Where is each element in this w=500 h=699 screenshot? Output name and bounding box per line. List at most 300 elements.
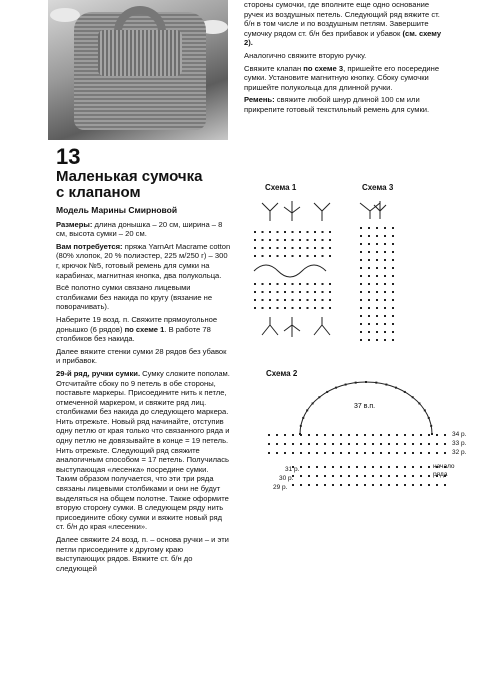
stitch-mark [308, 475, 310, 477]
materials-label: Вам потребуется: [56, 241, 123, 251]
stitch-mark [388, 434, 390, 436]
stitch-mark [292, 255, 294, 257]
stitch-mark [428, 452, 430, 454]
stitch-mark [314, 255, 316, 257]
stitch-mark [262, 307, 264, 309]
stitch-mark [277, 283, 279, 285]
stitch-mark [384, 283, 386, 285]
stitch-mark [368, 291, 370, 293]
stitch-mark [412, 452, 414, 454]
stitch-mark [368, 243, 370, 245]
row-label-29: 29 р. [273, 484, 288, 491]
stitch-mark [299, 239, 301, 241]
stitch-mark [360, 243, 362, 245]
stitch-mark [322, 283, 324, 285]
stitch-mark [396, 484, 398, 486]
stitch-mark [292, 231, 294, 233]
stitch-mark [424, 409, 426, 411]
stitch-mark [316, 452, 318, 454]
stitch-mark [262, 291, 264, 293]
stitch-mark [292, 484, 294, 486]
stitch-mark [380, 443, 382, 445]
stitch-mark [308, 443, 310, 445]
stitch-mark [329, 283, 331, 285]
stitch-mark [436, 484, 438, 486]
stitch-mark [364, 466, 366, 468]
stitch-mark [314, 299, 316, 301]
stitch-mark [396, 475, 398, 477]
stitch-mark [420, 466, 422, 468]
stitch-mark [412, 475, 414, 477]
stitch-mark [324, 452, 326, 454]
stitch-mark [299, 247, 301, 249]
row-label-32: 32 р. [452, 449, 467, 456]
bag-handle [114, 6, 166, 32]
stitch-mark [292, 239, 294, 241]
author-line: Модель Марины Смирновой [56, 205, 178, 215]
stitch-mark [269, 247, 271, 249]
stitch-mark [368, 323, 370, 325]
stitch-mark [340, 434, 342, 436]
stitch-mark [356, 452, 358, 454]
stitch-mark [412, 466, 414, 468]
stitch-mark [356, 434, 358, 436]
p2-bold: по схеме 1 [124, 324, 165, 334]
stitch-mark [332, 475, 334, 477]
stitch-mark [368, 227, 370, 229]
stitch-mark [314, 247, 316, 249]
stitch-mark [329, 231, 331, 233]
stitch-mark [292, 434, 294, 436]
stitch-mark [380, 434, 382, 436]
stitch-mark [360, 291, 362, 293]
stitch-mark [376, 259, 378, 261]
stitch-mark [300, 452, 302, 454]
stitch-mark [392, 331, 394, 333]
stitch-mark [345, 384, 347, 386]
stitch-mark [392, 235, 394, 237]
paragraph-strap [244, 95, 444, 114]
stitch-mark [332, 434, 334, 436]
stitch-mark [284, 299, 286, 301]
stitch-mark [314, 231, 316, 233]
stitch-mark [299, 291, 301, 293]
stitch-mark [277, 231, 279, 233]
stitch-mark [368, 275, 370, 277]
stitch-mark [299, 283, 301, 285]
stitch-mark [384, 243, 386, 245]
stitch-mark [360, 227, 362, 229]
stitch-mark [384, 299, 386, 301]
stitch-mark [324, 484, 326, 486]
stitch-mark [322, 307, 324, 309]
stitch-mark [392, 267, 394, 269]
stitch-mark [268, 434, 270, 436]
stitch-mark [384, 315, 386, 317]
stitch-mark [428, 434, 430, 436]
stitch-mark [404, 443, 406, 445]
stitch-mark [292, 307, 294, 309]
stitch-mark [404, 475, 406, 477]
stitch-mark [322, 299, 324, 301]
stitch-mark [364, 443, 366, 445]
strap-label: Ремень: [244, 95, 275, 105]
stitch-mark [384, 291, 386, 293]
stitch-mark [376, 323, 378, 325]
stitch-mark [404, 434, 406, 436]
stitch-mark [262, 283, 264, 285]
stitch-mark [307, 283, 309, 285]
stitch-mark [396, 443, 398, 445]
stitch-mark [329, 255, 331, 257]
stitch-mark [269, 231, 271, 233]
stitch-mark [356, 484, 358, 486]
r3-bold: по схеме 3 [303, 63, 344, 73]
stitch-mark [380, 466, 382, 468]
stitch-mark [314, 239, 316, 241]
stitch-mark [392, 251, 394, 253]
scheme-2-label: Схема 2 [266, 369, 298, 378]
scheme-1-label: Схема 1 [265, 183, 297, 192]
sizes-label: Размеры: [56, 219, 93, 229]
stitch-mark [348, 475, 350, 477]
stitch-mark [268, 452, 270, 454]
stitch-mark [307, 299, 309, 301]
row29-label: 29-й ряд, ручки сумки. [56, 368, 141, 378]
stitch-mark [292, 283, 294, 285]
stitch-mark [284, 255, 286, 257]
stitch-mark [436, 443, 438, 445]
stitch-mark [420, 434, 422, 436]
stitch-mark [322, 255, 324, 257]
row-label-31: 31 р. [285, 466, 300, 473]
stitch-mark [254, 255, 256, 257]
stitch-mark [316, 466, 318, 468]
stitch-mark [372, 443, 374, 445]
stitch-mark [312, 402, 314, 404]
stitch-mark [299, 299, 301, 301]
stitch-mark [376, 283, 378, 285]
stitch-mark [380, 452, 382, 454]
stitch-mark [335, 387, 337, 389]
stitch-mark [428, 466, 430, 468]
stitch-mark [360, 259, 362, 261]
stitch-mark [412, 396, 414, 398]
stitch-mark [299, 231, 301, 233]
stitch-mark [292, 443, 294, 445]
stitch-mark [395, 387, 397, 389]
article-number: 13 [56, 144, 81, 169]
paragraph-bottom [56, 315, 231, 344]
stitch-mark [412, 443, 414, 445]
stitch-mark [314, 291, 316, 293]
stitch-mark [316, 443, 318, 445]
stitch-mark [376, 235, 378, 237]
stitch-mark [360, 235, 362, 237]
stitch-mark [308, 466, 310, 468]
stitch-mark [318, 396, 320, 398]
p2-pre: Наберите 19 возд. п. Свяжите прямоугольное донышко (6 рядов) [56, 314, 218, 334]
stitch-mark [262, 231, 264, 233]
stitch-mark [396, 452, 398, 454]
stitch-mark [284, 291, 286, 293]
stitch-mark [412, 484, 414, 486]
stitch-mark [254, 291, 256, 293]
stitch-mark [376, 315, 378, 317]
stitch-mark [392, 275, 394, 277]
stitch-mark [376, 243, 378, 245]
stitch-mark [284, 239, 286, 241]
stitch-mark [316, 484, 318, 486]
stitch-mark [392, 315, 394, 317]
stitch-mark [269, 291, 271, 293]
r3-post: , пришейте его посередине сумки. Установите магнитную кнопку. Сбоку сумочки пришейте полукольца для длинной ручки. [244, 63, 440, 92]
stitch-mark [329, 307, 331, 309]
stitch-mark [324, 434, 326, 436]
stitch-mark [388, 475, 390, 477]
stitch-mark [340, 443, 342, 445]
stitch-mark [380, 475, 382, 477]
materials-paragraph [56, 242, 231, 280]
paragraph-second-handle: Аналогично свяжите вторую ручку. [244, 50, 367, 60]
stitch-mark [384, 339, 386, 341]
sizes-text: длина донышка – 20 см, ширина – 8 см, высота сумки – 20 см. [56, 219, 223, 239]
stitch-mark [375, 382, 377, 384]
stitch-mark [324, 466, 326, 468]
bag-flap [98, 30, 182, 76]
stitch-mark [392, 291, 394, 293]
stitch-mark [368, 307, 370, 309]
stitch-mark [392, 243, 394, 245]
stitch-mark [360, 251, 362, 253]
stitch-mark [404, 484, 406, 486]
stitch-mark [356, 475, 358, 477]
stitch-mark [269, 255, 271, 257]
stitch-mark [300, 434, 302, 436]
stitch-mark [316, 475, 318, 477]
stitch-mark [368, 235, 370, 237]
stitch-mark [277, 255, 279, 257]
stitch-mark [277, 239, 279, 241]
paragraph-handle-base: Далее свяжите 24 возд. п. – основа ручки – и эти петли присоедините к другому краю выступающих рядов. Вяжите ст. б/н до следующей [56, 535, 229, 573]
stitch-mark [384, 331, 386, 333]
stitch-mark [284, 452, 286, 454]
stitch-mark [284, 231, 286, 233]
stitch-mark [306, 409, 308, 411]
stitch-mark [307, 247, 309, 249]
stitch-mark [380, 484, 382, 486]
stitch-mark [284, 434, 286, 436]
stitch-mark [444, 452, 446, 454]
r1-bold: (см. схему 2). [244, 28, 442, 48]
stitch-mark [277, 307, 279, 309]
stitch-mark [376, 267, 378, 269]
stitch-mark [307, 255, 309, 257]
stitch-mark [360, 339, 362, 341]
stitch-mark [356, 443, 358, 445]
stitch-mark [322, 291, 324, 293]
stitch-mark [404, 452, 406, 454]
stitch-mark [420, 452, 422, 454]
stitch-mark [348, 452, 350, 454]
scheme-3-diagram [350, 195, 410, 355]
row-label-33: 33 р. [452, 440, 467, 447]
stitch-mark [329, 247, 331, 249]
title-line-2: с клапаном [56, 184, 141, 201]
stitch-mark [300, 484, 302, 486]
stitch-mark [388, 443, 390, 445]
stitch-mark [392, 227, 394, 229]
stitch-mark [360, 315, 362, 317]
stitch-mark [314, 283, 316, 285]
stitch-mark [284, 283, 286, 285]
paragraph-flap [244, 64, 444, 93]
stitch-mark [254, 247, 256, 249]
stitch-mark [269, 239, 271, 241]
stitch-mark [276, 434, 278, 436]
stitch-mark [326, 391, 328, 393]
stitch-mark [368, 283, 370, 285]
stitch-mark [324, 475, 326, 477]
stitch-mark [356, 466, 358, 468]
stitch-mark [300, 475, 302, 477]
stitch-mark [364, 434, 366, 436]
stitch-mark [360, 267, 362, 269]
stitch-mark [392, 323, 394, 325]
stitch-mark [428, 443, 430, 445]
stitch-mark [332, 466, 334, 468]
stitch-mark [368, 339, 370, 341]
stitch-mark [284, 247, 286, 249]
stitch-mark [329, 239, 331, 241]
stitch-mark [372, 475, 374, 477]
stitch-mark [340, 452, 342, 454]
stitch-mark [307, 239, 309, 241]
row-start-label: начало ряда [433, 463, 455, 478]
stitch-mark [368, 331, 370, 333]
stitch-mark [332, 443, 334, 445]
right-column [244, 0, 444, 118]
arc-label: 37 в.п. [354, 403, 376, 410]
stitch-mark [392, 259, 394, 261]
stitch-mark [322, 247, 324, 249]
stitch-mark [420, 475, 422, 477]
stitch-mark [404, 466, 406, 468]
stitch-mark [360, 275, 362, 277]
stitch-mark [412, 434, 414, 436]
stitch-mark [384, 235, 386, 237]
stitch-mark [254, 283, 256, 285]
stitch-mark [340, 484, 342, 486]
stitch-mark [284, 443, 286, 445]
stitch-mark [308, 484, 310, 486]
stitch-mark [396, 466, 398, 468]
article-title [56, 169, 231, 201]
strap-text: свяжите любой шнур длиной 100 см или прикрепите готовый текстильный ремень для сумки. [244, 95, 430, 114]
stitch-mark [300, 466, 302, 468]
stitch-mark [307, 307, 309, 309]
stitch-mark [376, 307, 378, 309]
stitch-mark [384, 275, 386, 277]
stitch-mark [254, 299, 256, 301]
stitch-mark [262, 247, 264, 249]
stitch-mark [388, 452, 390, 454]
stitch-mark [355, 382, 357, 384]
stitch-mark [384, 251, 386, 253]
stitch-mark [269, 307, 271, 309]
stitch-mark [376, 339, 378, 341]
stitch-mark [254, 231, 256, 233]
r3-pre: Свяжите клапан [244, 63, 304, 73]
stitch-mark [392, 299, 394, 301]
stitch-mark [392, 283, 394, 285]
paragraph-walls: Далее вяжите стенки сумки 28 рядов без убавок и прибавок. [56, 346, 227, 366]
stitch-mark [388, 466, 390, 468]
stitch-mark [300, 425, 302, 427]
stitch-mark [372, 434, 374, 436]
stitch-mark [392, 339, 394, 341]
stitch-mark [360, 323, 362, 325]
paragraph-row29 [56, 369, 231, 532]
stitch-mark [368, 259, 370, 261]
stitch-mark [436, 452, 438, 454]
stitch-mark [368, 251, 370, 253]
stitch-mark [322, 239, 324, 241]
stitch-mark [308, 434, 310, 436]
stitch-mark [329, 291, 331, 293]
scheme-3-label: Схема 3 [362, 183, 394, 192]
stitch-mark [348, 484, 350, 486]
scheme-1-diagram [248, 195, 340, 355]
stitch-mark [360, 283, 362, 285]
stitch-mark [302, 417, 304, 419]
stitch-mark [384, 227, 386, 229]
stitch-mark [392, 307, 394, 309]
stitch-mark [384, 323, 386, 325]
stitch-mark [324, 443, 326, 445]
stitch-mark [376, 291, 378, 293]
stitch-mark [348, 466, 350, 468]
stitch-mark [420, 443, 422, 445]
stitch-mark [404, 391, 406, 393]
stitch-mark [384, 307, 386, 309]
stitch-mark [329, 299, 331, 301]
stitch-mark [340, 466, 342, 468]
row-label-30: 30 р. [279, 475, 294, 482]
stitch-mark [418, 402, 420, 404]
stitch-mark [428, 417, 430, 419]
stitch-mark [384, 259, 386, 261]
paragraph-continue [244, 0, 444, 48]
materials-text: пряжа YarnArt Macrame cotton (80% хлопок, 20 % полиэстер, 225 м/250 г) – 300 г, крючок №5, готовый ремень для сумки на карабинах, магнитная кнопка, два полукольца. [56, 241, 231, 280]
stitch-mark [376, 275, 378, 277]
paragraph-technique: Всё полотно сумки связано лицевыми столбиками без накида по кругу (вязание не поворачивать). [56, 283, 213, 312]
stitch-mark [308, 452, 310, 454]
stitch-mark [372, 484, 374, 486]
stitch-mark [365, 381, 367, 383]
stitch-mark [360, 307, 362, 309]
stitch-mark [348, 434, 350, 436]
stitch-mark [307, 291, 309, 293]
stitch-mark [368, 299, 370, 301]
stitch-mark [340, 475, 342, 477]
stitch-mark [276, 452, 278, 454]
stitch-mark [262, 255, 264, 257]
stitch-mark [376, 251, 378, 253]
stitch-mark [269, 283, 271, 285]
stitch-mark [444, 484, 446, 486]
r1-text: стороны сумочки, где вполните еще одно основание ручек из воздушных петель. Следующий ряд вяжите ст. б/н в том числе и по воздушным петлям. Завершите сумочку рядом ст. б/н без прибавок и убавок [244, 0, 440, 38]
